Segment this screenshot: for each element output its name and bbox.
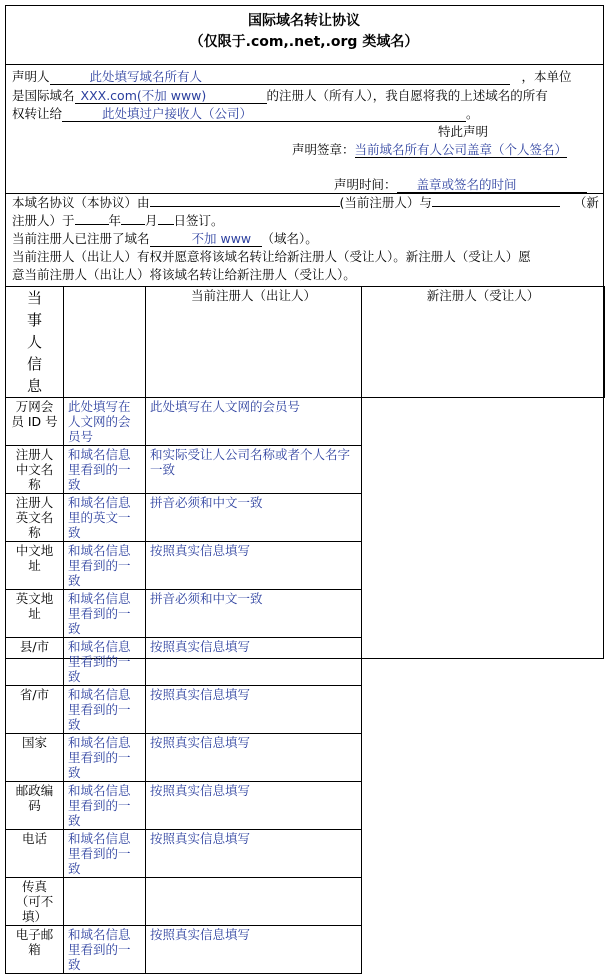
current-registrant-field[interactable] [150, 206, 340, 207]
section-divider [5, 64, 604, 65]
document-subtitle: （仅限于.com,.net,.org 类域名） [189, 34, 419, 50]
agreement-text: （域名）。 [261, 231, 318, 246]
field-label: 万网会员 ID 号 [6, 398, 64, 446]
table-corner-cell [64, 287, 146, 398]
current-registrant-value[interactable]: 和域名信息里看到的一致 [64, 638, 146, 686]
new-registrant-value[interactable] [146, 878, 362, 926]
field-label: 省/市 [6, 686, 64, 734]
day-label: 日签订。 [173, 213, 224, 228]
month-field[interactable] [121, 224, 145, 225]
agreement-line-1 [12, 194, 599, 211]
time-label: 声明时间： [334, 177, 397, 192]
new-registrant-header: 新注册人（受让人） [362, 287, 605, 398]
transferee-field[interactable]: 此处填过户接收人（公司） [62, 106, 466, 122]
agreement-line-2 [12, 212, 224, 229]
transfer-to-label: 权转让给 [12, 106, 63, 121]
party-info-vertical-text [27, 287, 43, 397]
special-declaration: 特此声明 [438, 124, 489, 139]
table-row [6, 926, 605, 974]
side-label-char: 当 [26, 289, 42, 307]
side-label-char: 事 [26, 311, 42, 329]
side-label-char: 人 [26, 333, 42, 351]
current-registrant-value[interactable] [64, 878, 146, 926]
current-registrant-value[interactable]: 和域名信息里看到的一致 [64, 734, 146, 782]
agreement-text: 本域名协议（本协议）由 [12, 195, 150, 210]
table-row [6, 494, 605, 542]
field-label: 注册人英文名称 [6, 494, 64, 542]
day-field[interactable] [158, 224, 174, 225]
table-row [6, 734, 605, 782]
agreement-line-3 [12, 230, 318, 247]
time-field[interactable]: 盖章或签名的时间 [397, 177, 587, 193]
new-registrant-value[interactable]: 按照真实信息填写 [146, 926, 362, 974]
table-row [6, 542, 605, 590]
declaration-owner-text: 的注册人（所有人），我自愿将我的上述域名的所有 [266, 88, 548, 103]
current-registrant-value[interactable]: 和域名信息里看到的一致 [64, 686, 146, 734]
current-registrant-value[interactable]: 和域名信息里看到的一致 [64, 830, 146, 878]
period-text: 。 [466, 106, 479, 121]
side-label-char: 息 [26, 377, 42, 395]
field-label: 电子邮箱 [6, 926, 64, 974]
current-registrant-value[interactable]: 和域名信息里看到的一致 [64, 926, 146, 974]
current-registrant-header: 当前注册人（出让人） [146, 287, 362, 398]
current-registrant-value[interactable]: 和域名信息里看到的一致 [64, 782, 146, 830]
table-row [6, 638, 605, 686]
current-registrant-value[interactable]: 和域名信息里看到的一致 [64, 542, 146, 590]
new-registrant-value[interactable]: 按照真实信息填写 [146, 686, 362, 734]
signature-field[interactable]: 当前域名所有人公司盖章（个人签名） [354, 142, 568, 157]
party-info-side-label [6, 287, 64, 398]
declaration-time-line [334, 176, 587, 193]
agreement-text: 注册人）于 [12, 213, 75, 228]
new-registrant-value[interactable]: 按照真实信息填写 [146, 782, 362, 830]
declarant-field[interactable]: 此处填写域名所有人 [50, 69, 510, 85]
declaration-unit-text: ，本单位 [521, 69, 572, 84]
field-label: 国家 [6, 734, 64, 782]
table-row [6, 446, 605, 494]
current-registrant-value[interactable]: 和域名信息里看到的一致 [64, 590, 146, 638]
party-info-table [5, 286, 605, 974]
agreement-text: (当前注册人）与 [339, 195, 432, 210]
table-row [6, 830, 605, 878]
signature-label: 声明签章： [292, 142, 355, 157]
table-header-row [6, 287, 605, 398]
new-registrant-field[interactable] [432, 206, 560, 207]
declaration-line-1 [12, 68, 572, 85]
side-label-char: 信 [26, 355, 42, 373]
field-label: 传真（可不填） [6, 878, 64, 926]
field-label: 县/市 [6, 638, 64, 686]
new-registrant-value[interactable]: 拼音必须和中文一致 [146, 590, 362, 638]
new-registrant-value[interactable]: 此处填写在人文网的会员号 [146, 398, 362, 446]
year-field[interactable] [75, 224, 109, 225]
table-row [6, 590, 605, 638]
current-registrant-value[interactable]: 和域名信息里看到的一致 [64, 446, 146, 494]
new-registrant-value[interactable]: 按照真实信息填写 [146, 542, 362, 590]
domain-label: 是国际域名 [12, 88, 75, 103]
field-label: 中文地址 [6, 542, 64, 590]
field-label: 英文地址 [6, 590, 64, 638]
declaration-line-3 [12, 105, 479, 122]
field-label: 邮政编码 [6, 782, 64, 830]
domain-field[interactable]: XXX.com(不加 www) [75, 88, 267, 104]
new-registrant-value[interactable]: 和实际受让人公司名称或者个人名字一致 [146, 446, 362, 494]
table-row [6, 782, 605, 830]
current-registrant-value[interactable]: 此处填写在人文网的会员号 [64, 398, 146, 446]
agreement-text: 当前注册人已注册了域名 [12, 231, 150, 246]
new-registrant-value[interactable]: 按照真实信息填写 [146, 638, 362, 686]
document-title: 国际域名转让协议 [248, 13, 360, 29]
agreement-line-4: 当前注册人（出让人）有权并愿意将该域名转让给新注册人（受让人）。新注册人（受让人）愿 [12, 249, 531, 264]
field-label: 注册人中文名称 [6, 446, 64, 494]
signature-line [292, 141, 567, 158]
new-registrant-value[interactable]: 按照真实信息填写 [146, 734, 362, 782]
month-label: 月 [145, 213, 158, 228]
table-row [6, 686, 605, 734]
agreement-line-5: 意当前注册人（出让人）将该域名转让给新注册人（受让人）。 [12, 267, 356, 282]
year-label: 年 [108, 213, 122, 228]
declarant-label: 声明人 [12, 69, 50, 84]
new-registrant-value[interactable]: 拼音必须和中文一致 [146, 494, 362, 542]
agreement-text: （新 [573, 195, 599, 210]
table-row [6, 878, 605, 926]
new-registrant-value[interactable]: 按照真实信息填写 [146, 830, 362, 878]
current-registrant-value[interactable]: 和域名信息里的英文一致 [64, 494, 146, 542]
field-label: 电话 [6, 830, 64, 878]
registered-domain-field[interactable]: 不加 www [150, 231, 262, 247]
table-row [6, 398, 605, 446]
declaration-line-2 [12, 87, 548, 104]
